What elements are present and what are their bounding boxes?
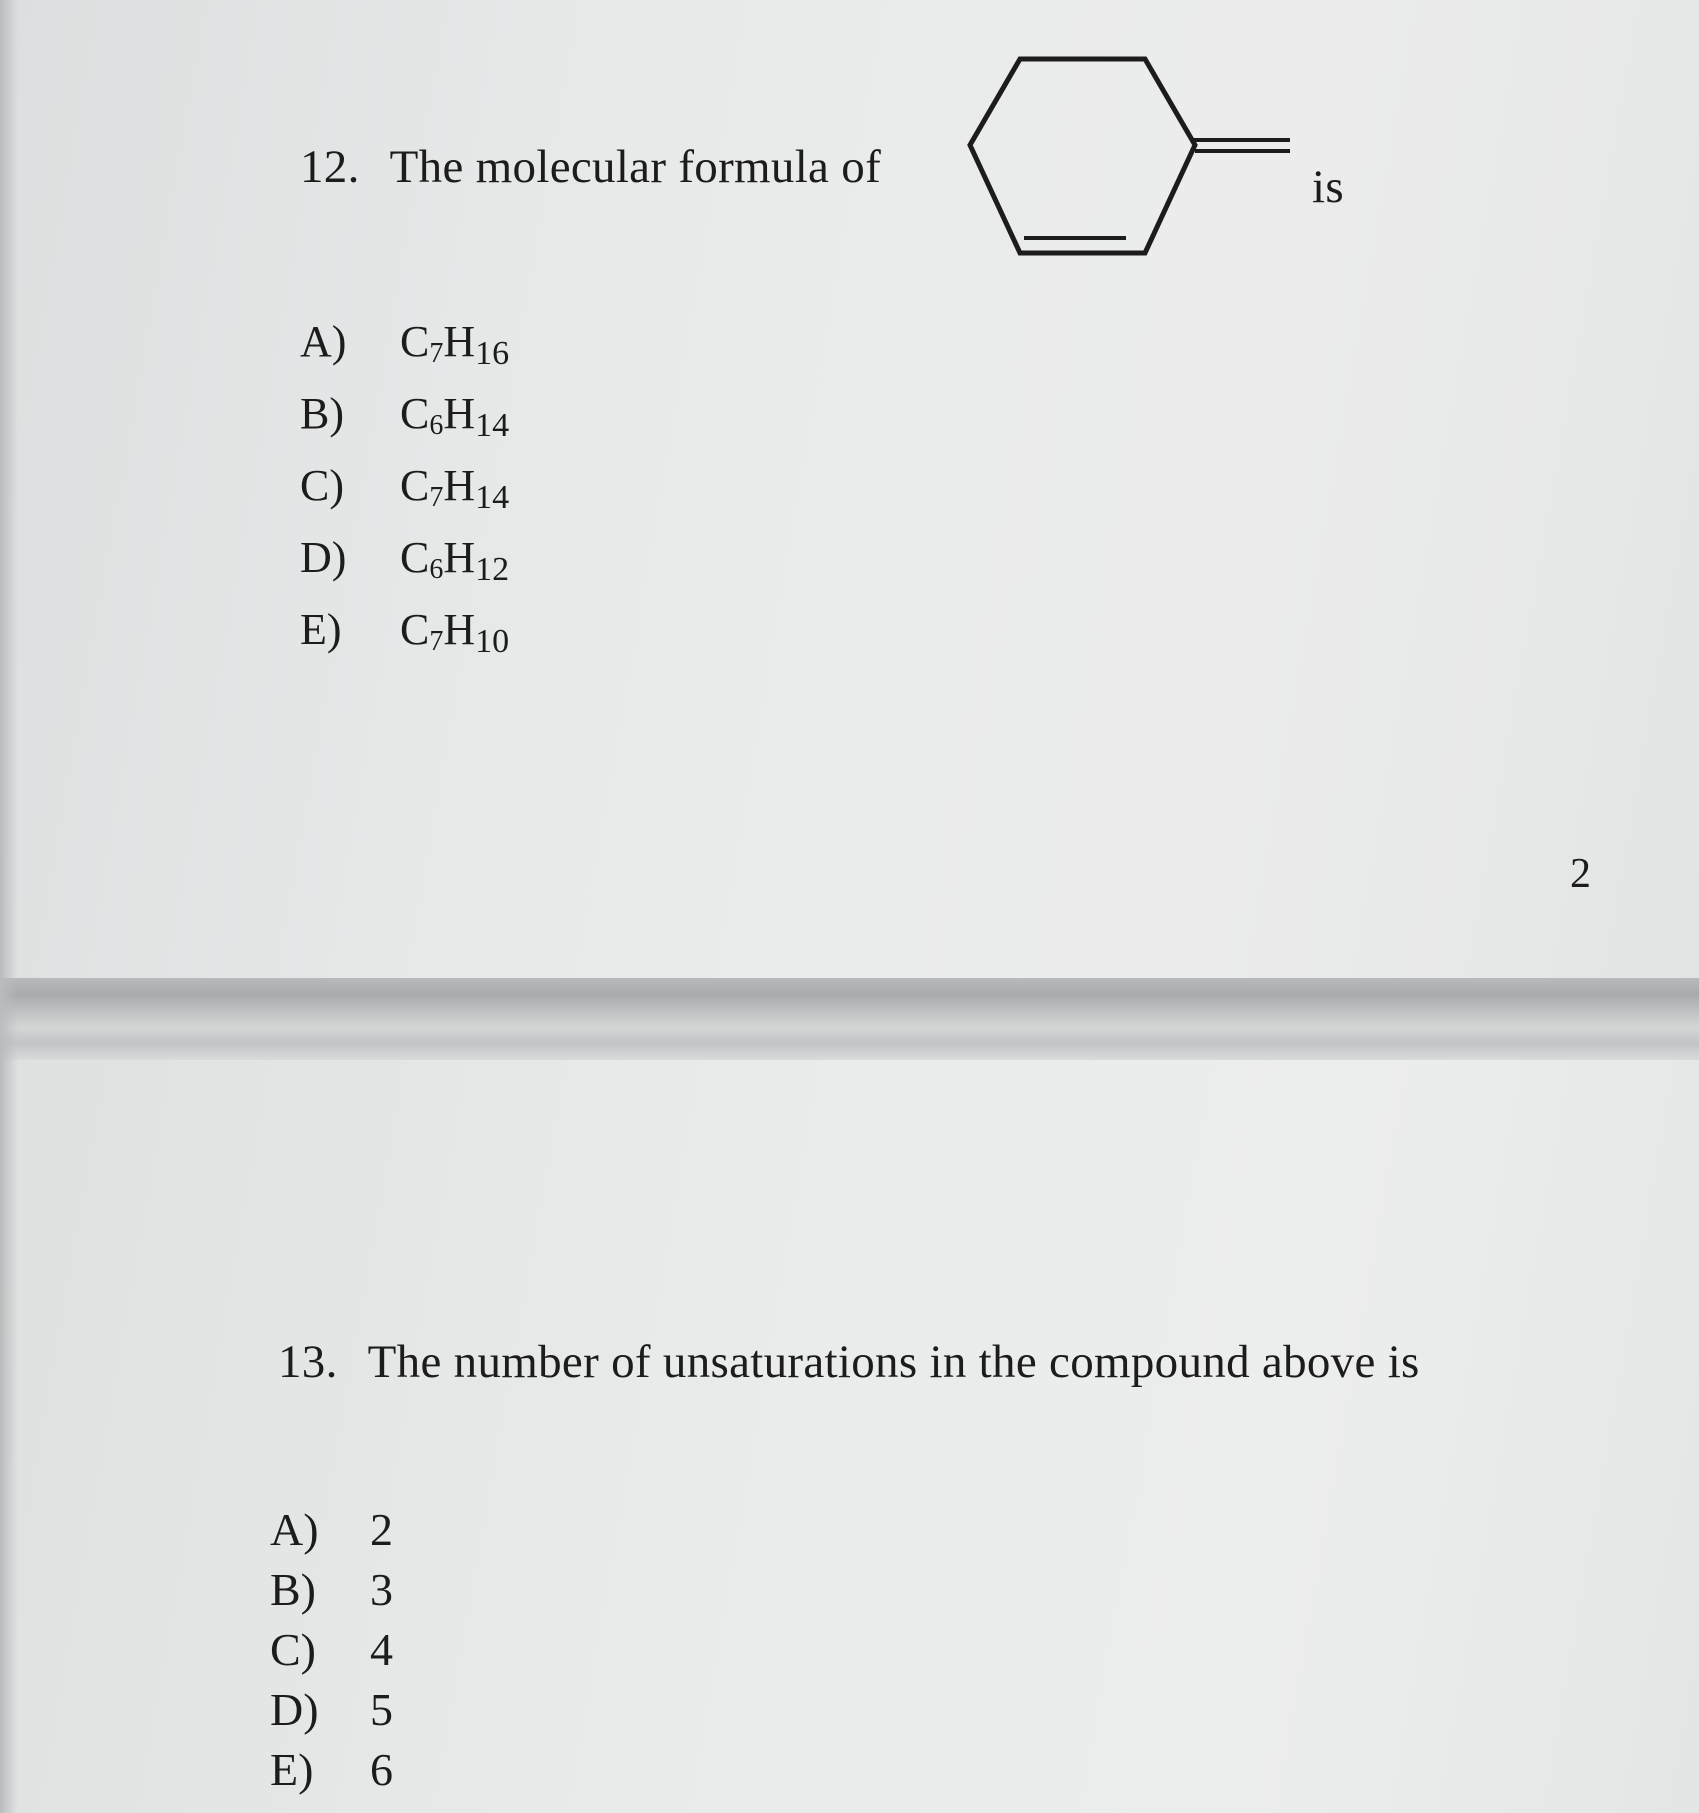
formula: C7H16 — [400, 317, 510, 372]
formula: C7H14 — [400, 461, 510, 516]
option-value: 3 — [370, 1564, 393, 1615]
question-12-suffix: is — [1312, 161, 1344, 213]
option-12-e[interactable] — [300, 600, 509, 672]
option-value: 4 — [370, 1624, 393, 1675]
question-13-text: The number of unsaturations in the compound above is — [367, 1336, 1420, 1388]
option-letter: B) — [300, 389, 344, 438]
option-letter: C) — [270, 1624, 316, 1675]
formula: C6H14 — [400, 389, 510, 444]
page-fold-shadow — [0, 978, 1699, 1060]
option-letter: B) — [270, 1564, 316, 1615]
option-13-b[interactable] — [270, 1560, 393, 1620]
option-value: 6 — [370, 1744, 393, 1795]
question-12-options — [300, 312, 509, 672]
option-value: 2 — [370, 1504, 393, 1555]
option-13-d[interactable] — [270, 1680, 393, 1740]
option-letter: A) — [300, 317, 347, 366]
left-edge-shadow — [0, 0, 18, 1813]
cyclohexene-ring — [970, 59, 1195, 253]
option-12-b[interactable] — [300, 384, 509, 456]
question-13-number: 13. — [278, 1336, 338, 1388]
option-letter: A) — [270, 1504, 319, 1555]
formula: C6H12 — [400, 533, 510, 588]
option-letter: C) — [300, 461, 344, 510]
option-13-e[interactable] — [270, 1740, 393, 1800]
option-12-c[interactable] — [300, 456, 509, 528]
option-12-d[interactable] — [300, 528, 509, 600]
molecule-structure — [950, 45, 1310, 265]
option-letter: E) — [300, 605, 342, 654]
option-letter: D) — [270, 1684, 319, 1735]
bottom-page — [0, 1060, 1699, 1813]
option-letter: E) — [270, 1744, 314, 1795]
question-12-prompt — [300, 140, 881, 194]
option-value: 5 — [370, 1684, 393, 1735]
option-13-a[interactable] — [270, 1500, 393, 1560]
question-13-options — [270, 1500, 393, 1800]
question-12-number: 12. — [300, 141, 360, 193]
option-12-a[interactable] — [300, 312, 509, 384]
option-13-c[interactable] — [270, 1620, 393, 1680]
question-12-text: The molecular formula of — [389, 141, 882, 193]
page-number: 2 — [1570, 851, 1591, 897]
formula: C7H10 — [400, 605, 510, 660]
question-13-prompt — [278, 1335, 1420, 1389]
option-letter: D) — [300, 533, 347, 582]
